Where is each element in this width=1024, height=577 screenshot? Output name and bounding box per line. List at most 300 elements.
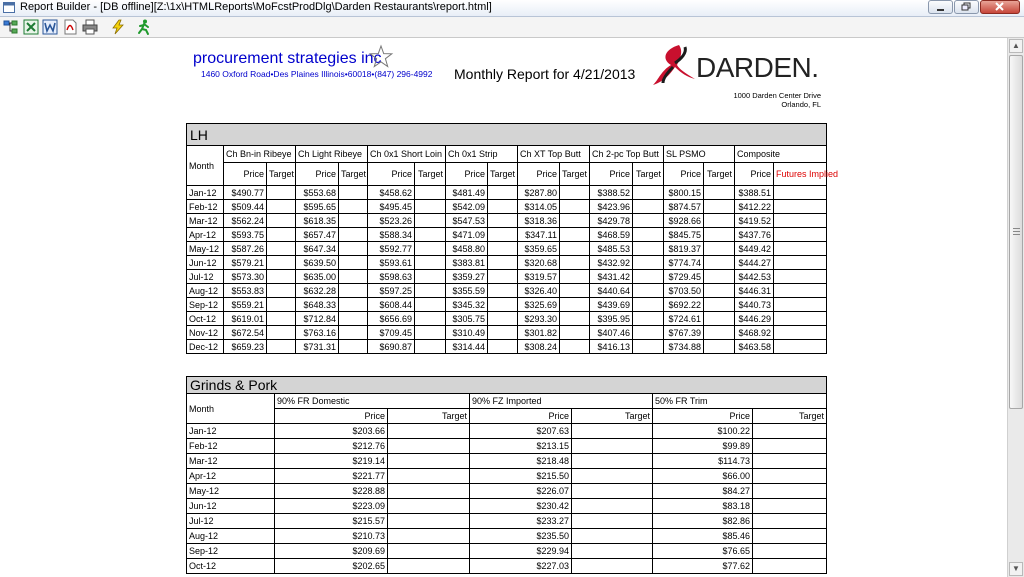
price-cell: $639.50 xyxy=(296,256,339,270)
logo-address-line1: 1000 Darden Center Drive xyxy=(733,91,821,100)
table-row xyxy=(187,469,827,484)
table-row xyxy=(187,340,827,354)
target-cell xyxy=(704,312,735,326)
price-cell: $800.15 xyxy=(664,186,704,200)
price-cell: $874.57 xyxy=(664,200,704,214)
target-cell xyxy=(560,340,590,354)
report-view[interactable] xyxy=(0,38,1007,577)
price-cell: $432.92 xyxy=(590,256,633,270)
restore-button[interactable] xyxy=(954,0,979,14)
toolbar xyxy=(0,17,1024,38)
price-cell: $226.07 xyxy=(470,484,572,499)
price-cell: $509.44 xyxy=(224,200,267,214)
target-cell xyxy=(488,312,518,326)
target-cell xyxy=(704,228,735,242)
price-cell: $82.86 xyxy=(653,514,753,529)
target-cell xyxy=(267,326,296,340)
price-cell: $305.75 xyxy=(446,312,488,326)
price-cell: $210.73 xyxy=(275,529,388,544)
month-cell: Feb-12 xyxy=(187,200,224,214)
table-row xyxy=(187,454,827,469)
target-cell xyxy=(774,214,827,228)
target-cell xyxy=(633,312,664,326)
target-header: Target xyxy=(633,163,664,186)
logo-address xyxy=(733,91,821,109)
target-cell xyxy=(388,514,470,529)
price-cell: $547.53 xyxy=(446,214,488,228)
month-cell: May-12 xyxy=(187,484,275,499)
target-cell xyxy=(488,340,518,354)
target-cell xyxy=(572,424,653,439)
target-cell xyxy=(339,340,368,354)
target-cell xyxy=(267,256,296,270)
target-cell xyxy=(488,284,518,298)
month-cell: Jun-12 xyxy=(187,499,275,514)
target-header: Target xyxy=(560,163,590,186)
price-cell: $320.68 xyxy=(518,256,560,270)
table-row xyxy=(187,439,827,454)
price-cell: $66.00 xyxy=(653,469,753,484)
print-icon[interactable] xyxy=(82,19,98,35)
target-cell xyxy=(339,200,368,214)
table-row xyxy=(187,544,827,559)
price-cell: $213.15 xyxy=(470,439,572,454)
target-cell xyxy=(572,559,653,574)
price-cell: $657.47 xyxy=(296,228,339,242)
price-cell: $383.81 xyxy=(446,256,488,270)
report-title: Monthly Report for 4/21/2013 xyxy=(454,66,636,82)
price-cell: $440.64 xyxy=(590,284,633,298)
target-cell xyxy=(388,469,470,484)
target-cell xyxy=(633,214,664,228)
target-cell xyxy=(415,340,446,354)
target-cell xyxy=(415,242,446,256)
price-cell: $587.26 xyxy=(224,242,267,256)
price-cell: $233.27 xyxy=(470,514,572,529)
target-cell xyxy=(560,326,590,340)
price-cell: $692.22 xyxy=(664,298,704,312)
target-cell xyxy=(560,228,590,242)
price-cell: $207.63 xyxy=(470,424,572,439)
logo-address-line2: Orlando, FL xyxy=(781,100,821,109)
target-cell xyxy=(267,298,296,312)
price-cell: $419.52 xyxy=(735,214,774,228)
target-cell xyxy=(488,326,518,340)
table-row xyxy=(187,228,827,242)
target-cell xyxy=(560,312,590,326)
price-header: Price xyxy=(735,163,774,186)
price-cell: $235.50 xyxy=(470,529,572,544)
target-header: Target xyxy=(753,409,827,424)
price-cell: $395.95 xyxy=(590,312,633,326)
month-cell: Apr-12 xyxy=(187,228,224,242)
target-cell xyxy=(415,326,446,340)
target-cell xyxy=(753,544,827,559)
target-cell xyxy=(267,186,296,200)
table-row xyxy=(187,214,827,228)
target-cell xyxy=(415,312,446,326)
target-cell xyxy=(388,499,470,514)
month-cell: Jul-12 xyxy=(187,270,224,284)
target-cell xyxy=(572,529,653,544)
target-cell xyxy=(704,326,735,340)
price-cell: $485.53 xyxy=(590,242,633,256)
word-icon[interactable] xyxy=(42,19,58,35)
month-header: Month xyxy=(187,394,275,424)
scroll-down-arrow-icon[interactable]: ▼ xyxy=(1009,562,1023,576)
price-cell: $632.28 xyxy=(296,284,339,298)
target-cell xyxy=(753,454,827,469)
product-header: 50% FR Trim xyxy=(653,394,827,409)
price-cell: $593.75 xyxy=(224,228,267,242)
price-cell: $326.40 xyxy=(518,284,560,298)
target-cell xyxy=(560,270,590,284)
target-cell xyxy=(753,529,827,544)
price-cell: $215.50 xyxy=(470,469,572,484)
table-row xyxy=(187,186,827,200)
target-cell xyxy=(560,200,590,214)
month-cell: May-12 xyxy=(187,242,224,256)
grinds-section-title: Grinds & Pork xyxy=(187,377,827,394)
target-cell xyxy=(633,270,664,284)
price-cell: $319.57 xyxy=(518,270,560,284)
target-cell xyxy=(267,270,296,284)
target-cell xyxy=(488,214,518,228)
price-cell: $845.75 xyxy=(664,228,704,242)
price-cell: $562.24 xyxy=(224,214,267,228)
month-cell: Oct-12 xyxy=(187,559,275,574)
target-cell xyxy=(572,544,653,559)
product-header: 90% FZ Imported xyxy=(470,394,653,409)
target-cell xyxy=(388,559,470,574)
target-cell xyxy=(339,214,368,228)
price-cell: $76.65 xyxy=(653,544,753,559)
price-cell: $928.66 xyxy=(664,214,704,228)
target-cell xyxy=(339,298,368,312)
product-header: Ch Light Ribeye xyxy=(296,146,368,163)
price-cell: $230.42 xyxy=(470,499,572,514)
target-cell xyxy=(267,200,296,214)
target-cell xyxy=(704,284,735,298)
price-cell: $345.32 xyxy=(446,298,488,312)
target-cell xyxy=(633,256,664,270)
price-cell: $588.34 xyxy=(368,228,415,242)
price-cell: $416.13 xyxy=(590,340,633,354)
table-row xyxy=(187,242,827,256)
product-header: Ch 0x1 Strip xyxy=(446,146,518,163)
target-cell xyxy=(415,228,446,242)
target-cell xyxy=(753,499,827,514)
target-cell xyxy=(388,544,470,559)
close-button[interactable] xyxy=(980,0,1020,14)
excel-icon[interactable] xyxy=(23,19,39,35)
target-cell xyxy=(704,186,735,200)
table-row xyxy=(187,484,827,499)
target-cell xyxy=(704,340,735,354)
table-row xyxy=(187,200,827,214)
price-cell: $468.92 xyxy=(735,326,774,340)
window-controls xyxy=(927,0,1020,15)
lh-table xyxy=(186,123,839,354)
target-cell xyxy=(774,284,827,298)
table-row xyxy=(187,529,827,544)
price-cell: $209.69 xyxy=(275,544,388,559)
price-cell: $359.27 xyxy=(446,270,488,284)
month-cell: Jul-12 xyxy=(187,514,275,529)
lightning-icon[interactable] xyxy=(110,19,126,35)
target-cell xyxy=(560,256,590,270)
month-cell: Jan-12 xyxy=(187,424,275,439)
price-header: Price xyxy=(470,409,572,424)
target-cell xyxy=(415,298,446,312)
price-cell: $449.42 xyxy=(735,242,774,256)
target-header: Target xyxy=(572,409,653,424)
price-cell: $84.27 xyxy=(653,484,753,499)
month-cell: Mar-12 xyxy=(187,214,224,228)
target-cell xyxy=(633,186,664,200)
month-cell: Apr-12 xyxy=(187,469,275,484)
price-cell: $619.01 xyxy=(224,312,267,326)
price-cell: $221.77 xyxy=(275,469,388,484)
price-cell: $429.78 xyxy=(590,214,633,228)
restore-icon xyxy=(955,1,978,13)
target-cell xyxy=(633,228,664,242)
table-row xyxy=(187,312,827,326)
price-cell: $314.44 xyxy=(446,340,488,354)
price-cell: $310.49 xyxy=(446,326,488,340)
target-cell xyxy=(572,439,653,454)
price-cell: $703.50 xyxy=(664,284,704,298)
target-cell xyxy=(415,284,446,298)
price-cell: $709.45 xyxy=(368,326,415,340)
target-cell xyxy=(488,242,518,256)
target-cell xyxy=(704,242,735,256)
target-cell xyxy=(774,270,827,284)
month-header: Month xyxy=(187,146,224,186)
price-cell: $388.52 xyxy=(590,186,633,200)
price-header: Price xyxy=(653,409,753,424)
target-cell xyxy=(753,439,827,454)
target-cell xyxy=(488,228,518,242)
window-title: Report Builder - [DB offline][Z:\1x\HTMLReports\MoFcstProdDlg\Darden Restaurants\report.html] xyxy=(20,1,492,13)
product-header: Composite xyxy=(735,146,827,163)
month-cell: Sep-12 xyxy=(187,544,275,559)
target-cell xyxy=(267,312,296,326)
product-header: Ch 0x1 Short Loin xyxy=(368,146,446,163)
price-cell: $672.54 xyxy=(224,326,267,340)
target-cell xyxy=(415,214,446,228)
minimize-icon xyxy=(929,1,952,13)
price-cell: $412.22 xyxy=(735,200,774,214)
target-cell xyxy=(560,284,590,298)
price-cell: $439.69 xyxy=(590,298,633,312)
darden-logo-mark xyxy=(651,43,699,87)
target-cell xyxy=(704,200,735,214)
price-cell: $446.31 xyxy=(735,284,774,298)
price-cell: $608.44 xyxy=(368,298,415,312)
price-cell: $218.48 xyxy=(470,454,572,469)
price-cell: $523.26 xyxy=(368,214,415,228)
table-row xyxy=(187,326,827,340)
target-cell xyxy=(572,484,653,499)
window-titlebar xyxy=(0,0,1024,17)
target-cell xyxy=(560,214,590,228)
target-cell xyxy=(572,499,653,514)
pdf-icon[interactable] xyxy=(62,19,78,35)
target-cell xyxy=(774,326,827,340)
product-header: SL PSMO xyxy=(664,146,735,163)
price-cell: $598.63 xyxy=(368,270,415,284)
price-cell: $308.24 xyxy=(518,340,560,354)
vertical-scrollbar[interactable] xyxy=(1007,38,1024,577)
grinds-pork-table xyxy=(186,376,827,574)
month-cell: Dec-12 xyxy=(187,340,224,354)
target-cell xyxy=(774,340,827,354)
target-cell xyxy=(633,340,664,354)
price-cell: $77.62 xyxy=(653,559,753,574)
target-cell xyxy=(267,242,296,256)
month-cell: Jan-12 xyxy=(187,186,224,200)
scroll-thumb[interactable] xyxy=(1009,55,1023,409)
price-cell: $359.65 xyxy=(518,242,560,256)
target-cell xyxy=(488,270,518,284)
price-cell: $767.39 xyxy=(664,326,704,340)
price-header: Price xyxy=(446,163,488,186)
price-cell: $763.16 xyxy=(296,326,339,340)
price-cell: $553.83 xyxy=(224,284,267,298)
target-cell xyxy=(774,228,827,242)
target-cell xyxy=(633,242,664,256)
target-cell xyxy=(339,312,368,326)
price-cell: $579.21 xyxy=(224,256,267,270)
price-cell: $314.05 xyxy=(518,200,560,214)
price-cell: $542.09 xyxy=(446,200,488,214)
product-header: Ch Bn-in Ribeye xyxy=(224,146,296,163)
target-cell xyxy=(339,242,368,256)
price-cell: $318.36 xyxy=(518,214,560,228)
minimize-button[interactable] xyxy=(928,0,953,14)
table-row xyxy=(187,284,827,298)
price-cell: $458.80 xyxy=(446,242,488,256)
target-cell xyxy=(267,228,296,242)
price-header: Price xyxy=(224,163,267,186)
price-cell: $656.69 xyxy=(368,312,415,326)
futures-implied-header: Futures Implied xyxy=(774,163,827,186)
price-cell: $83.18 xyxy=(653,499,753,514)
running-man-icon[interactable] xyxy=(136,19,152,35)
price-cell: $219.14 xyxy=(275,454,388,469)
target-cell xyxy=(633,298,664,312)
price-cell: $731.31 xyxy=(296,340,339,354)
price-cell: $85.46 xyxy=(653,529,753,544)
price-cell: $114.73 xyxy=(653,454,753,469)
price-cell: $444.27 xyxy=(735,256,774,270)
target-cell xyxy=(572,454,653,469)
product-header: 90% FR Domestic xyxy=(275,394,470,409)
month-cell: Sep-12 xyxy=(187,298,224,312)
month-cell: Nov-12 xyxy=(187,326,224,340)
target-cell xyxy=(572,514,653,529)
price-header: Price xyxy=(368,163,415,186)
price-cell: $647.34 xyxy=(296,242,339,256)
price-cell: $573.30 xyxy=(224,270,267,284)
price-cell: $431.42 xyxy=(590,270,633,284)
scroll-up-arrow-icon[interactable]: ▲ xyxy=(1009,39,1023,53)
price-cell: $618.35 xyxy=(296,214,339,228)
darden-logo-text: DARDEN. xyxy=(696,52,819,83)
target-cell xyxy=(704,256,735,270)
table-row xyxy=(187,514,827,529)
price-cell: $490.77 xyxy=(224,186,267,200)
target-cell xyxy=(415,256,446,270)
target-header: Target xyxy=(388,409,470,424)
target-header: Target xyxy=(704,163,735,186)
close-icon xyxy=(981,1,1019,13)
target-cell xyxy=(488,200,518,214)
target-cell xyxy=(339,284,368,298)
company-name: procurement strategies inc xyxy=(193,50,382,67)
star-icon xyxy=(369,45,393,69)
tree-icon[interactable] xyxy=(3,19,19,35)
price-cell: $423.96 xyxy=(590,200,633,214)
target-cell xyxy=(388,529,470,544)
table-row xyxy=(187,298,827,312)
target-cell xyxy=(267,284,296,298)
price-cell: $559.21 xyxy=(224,298,267,312)
price-cell: $437.76 xyxy=(735,228,774,242)
table-row xyxy=(187,270,827,284)
price-cell: $442.53 xyxy=(735,270,774,284)
price-header: Price xyxy=(664,163,704,186)
price-cell: $223.09 xyxy=(275,499,388,514)
price-cell: $229.94 xyxy=(470,544,572,559)
price-cell: $388.51 xyxy=(735,186,774,200)
target-cell xyxy=(388,454,470,469)
price-cell: $212.76 xyxy=(275,439,388,454)
target-cell xyxy=(704,214,735,228)
target-cell xyxy=(774,200,827,214)
month-cell: Aug-12 xyxy=(187,529,275,544)
price-cell: $325.69 xyxy=(518,298,560,312)
price-cell: $407.46 xyxy=(590,326,633,340)
price-cell: $347.11 xyxy=(518,228,560,242)
price-cell: $100.22 xyxy=(653,424,753,439)
price-cell: $593.61 xyxy=(368,256,415,270)
price-cell: $203.66 xyxy=(275,424,388,439)
target-cell xyxy=(339,256,368,270)
target-cell xyxy=(488,298,518,312)
target-cell xyxy=(774,298,827,312)
price-cell: $355.59 xyxy=(446,284,488,298)
target-cell xyxy=(774,242,827,256)
target-cell xyxy=(388,424,470,439)
company-address: 1460 Oxford Road•Des Plaines Illinois•60018•(847) 296-4992 xyxy=(201,69,433,79)
table-row xyxy=(187,499,827,514)
price-cell: $99.89 xyxy=(653,439,753,454)
price-cell: $227.03 xyxy=(470,559,572,574)
target-cell xyxy=(560,298,590,312)
price-header: Price xyxy=(518,163,560,186)
price-cell: $468.59 xyxy=(590,228,633,242)
app-icon xyxy=(3,2,15,13)
target-cell xyxy=(267,340,296,354)
target-cell xyxy=(388,439,470,454)
price-cell: $724.61 xyxy=(664,312,704,326)
target-cell xyxy=(560,186,590,200)
table-row xyxy=(187,559,827,574)
month-cell: Jun-12 xyxy=(187,256,224,270)
price-cell: $287.80 xyxy=(518,186,560,200)
